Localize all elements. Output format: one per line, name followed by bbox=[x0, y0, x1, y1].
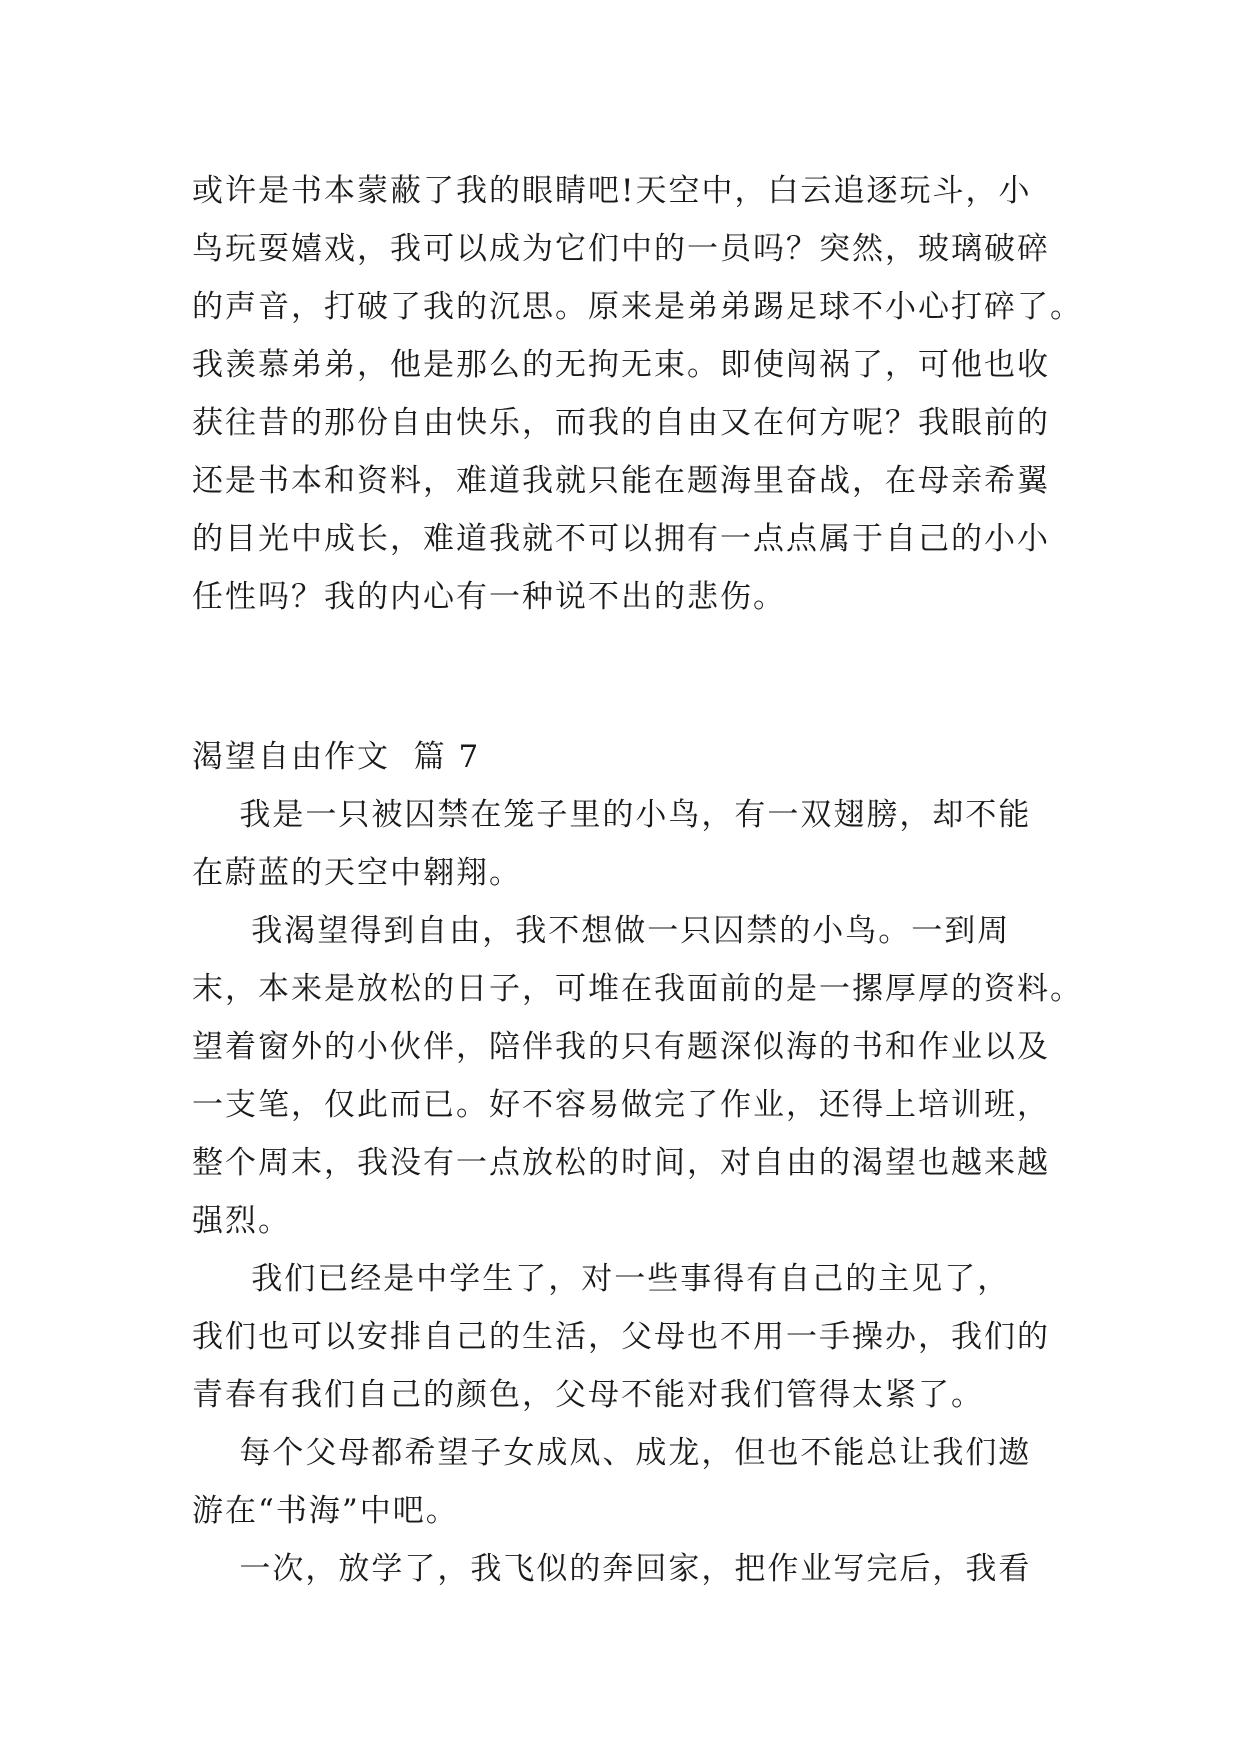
text-line: 我渴望得到自由，我不想做一只囚禁的小鸟。一到周 bbox=[192, 913, 1011, 949]
text-line: 末，本来是放松的日子，可堆在我面前的是一摞厚厚的资料。 bbox=[192, 971, 1083, 1007]
text-line: 获往昔的那份自由快乐，而我的自由又在何方呢？我眼前的 bbox=[192, 405, 1050, 441]
blank-line bbox=[192, 626, 1072, 684]
text-line: 的目光中成长，难道我就不可以拥有一点点属于自己的小小 bbox=[192, 521, 1050, 557]
text-line: 一次，放学了，我飞似的奔回家，把作业写完后，我看 bbox=[192, 1551, 1032, 1587]
text-line: 还是书本和资料，难道我就只能在题海里奋战，在母亲希翼 bbox=[192, 463, 1050, 499]
text-line: 我们也可以安排自己的生活，父母也不用一手操办，我们的 bbox=[192, 1319, 1050, 1355]
text-line: 一支笔，仅此而已。好不容易做完了作业，还得上培训班， bbox=[192, 1087, 1050, 1123]
document-body bbox=[192, 162, 1083, 1598]
text-line: 整个周末，我没有一点放松的时间，对自由的渴望也越来越 bbox=[192, 1145, 1050, 1181]
text-line: 我是一只被囚禁在笼子里的小鸟，有一双翅膀，却不能 bbox=[192, 797, 1032, 833]
text-line: 的声音，打破了我的沉思。原来是弟弟踢足球不小心打碎了。 bbox=[192, 289, 1083, 325]
text-line: 望着窗外的小伙伴，陪伴我的只有题深似海的书和作业以及 bbox=[192, 1029, 1050, 1065]
text-line: 强烈。 bbox=[192, 1203, 291, 1239]
text-line: 每个父母都希望子女成凤、成龙，但也不能总让我们遨 bbox=[192, 1435, 1032, 1471]
text-line: 任性吗？我的内心有一种说不出的悲伤。 bbox=[192, 579, 786, 615]
text-line: 青春有我们自己的颜色，父母不能对我们管得太紧了。 bbox=[192, 1377, 984, 1413]
text-line: 我们已经是中学生了，对一些事得有自己的主见了， bbox=[192, 1261, 1011, 1297]
section-heading: 渴望自由作文 篇 7 bbox=[192, 739, 481, 775]
text-line: 鸟玩耍嬉戏，我可以成为它们中的一员吗？突然，玻璃破碎 bbox=[192, 231, 1050, 267]
text-line: 我羡慕弟弟，他是那么的无拘无束。即使闯祸了，可他也收 bbox=[192, 347, 1050, 383]
blank-line bbox=[192, 684, 1072, 728]
text-line: 或许是书本蒙蔽了我的眼睛吧!天空中，白云追逐玩斗，小 bbox=[192, 173, 1032, 209]
text-line: 在蔚蓝的天空中翱翔。 bbox=[192, 855, 522, 891]
text-line: 游在“书海”中吧。 bbox=[192, 1493, 459, 1529]
